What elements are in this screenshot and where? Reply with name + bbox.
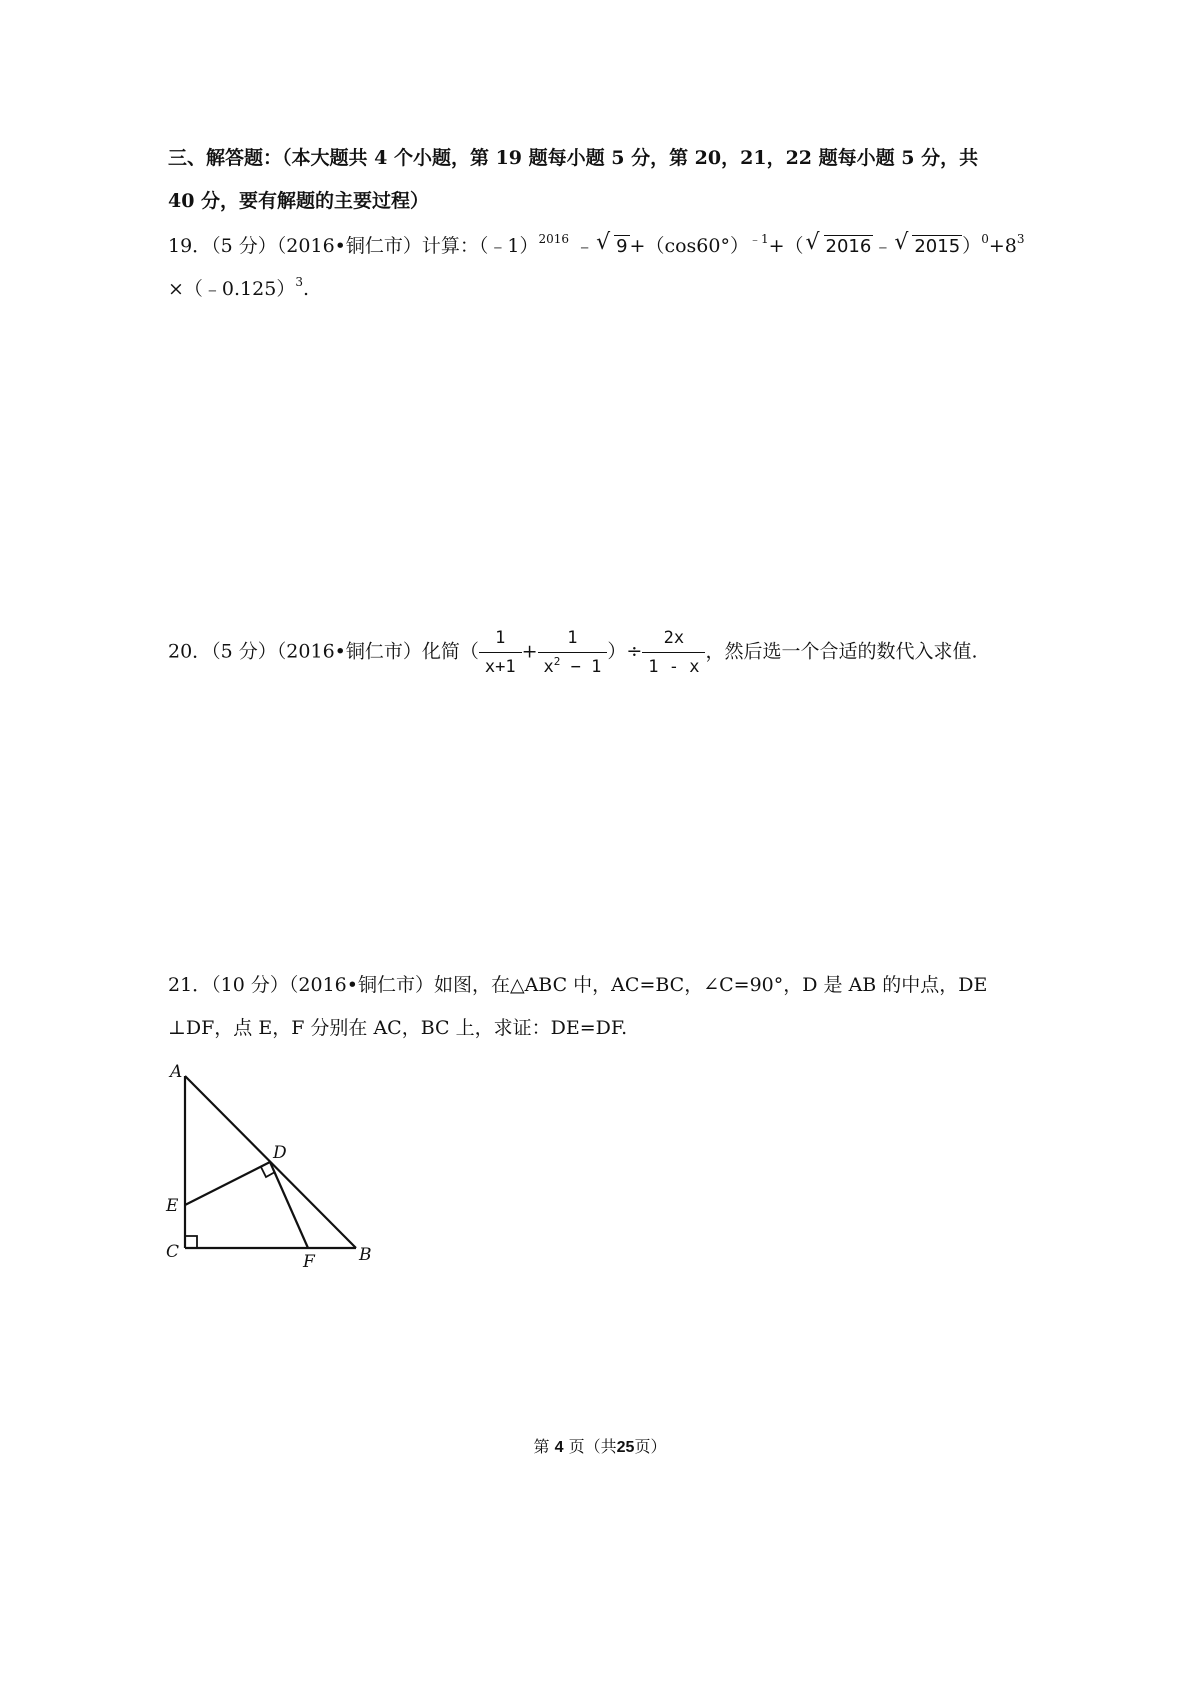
- triangle-figure: [160, 1060, 390, 1280]
- label-c: C: [166, 1242, 180, 1262]
- frac1-numerator: 1: [495, 628, 506, 648]
- q19-exponent-3a: 3: [1016, 232, 1025, 246]
- q20-prefix: 20．（5 分）（2016•铜仁市）化简（: [168, 640, 479, 663]
- segment-de: [185, 1162, 270, 1205]
- fraction-1-over-x2-minus-1: [538, 626, 608, 679]
- section-heading-line1: 三、解答题：（本大题共 4 个小题，第 19 题每小题 5 分，第 20，21，22 题每小题 5 分，共: [168, 147, 979, 169]
- sqrt-2016-radicand: 2016: [825, 236, 872, 257]
- label-a: A: [170, 1062, 183, 1082]
- q19-line2-text: ×（﹣0.125）: [168, 278, 296, 300]
- q19-close-paren: ）: [962, 235, 982, 257]
- fraction-2x-over-1-minus-x: [642, 626, 705, 679]
- q19-minus: ﹣: [575, 235, 595, 257]
- segment-df: [270, 1162, 308, 1248]
- sqrt-2015-radicand: 2015: [914, 236, 961, 257]
- frac3-numerator: 2x: [663, 628, 685, 648]
- fraction-1-over-x-plus-1: [479, 626, 522, 679]
- label-f: F: [303, 1252, 315, 1272]
- footer-mid: 页（共: [568, 1437, 617, 1456]
- frac1-denominator: x+1: [479, 652, 522, 679]
- q19-exponent-0: 0: [981, 232, 989, 246]
- q19-exponent-neg1: ﹣1: [748, 232, 769, 246]
- label-d: D: [273, 1143, 287, 1163]
- right-angle-mark-c: [185, 1236, 197, 1248]
- question-21-line2: ⊥DF，点 E，F 分别在 AC，BC 上，求证：DE=DF.: [168, 1017, 628, 1039]
- footer-post: 页）: [634, 1437, 667, 1456]
- question-19-line1: [168, 230, 1025, 259]
- q19-period: .: [302, 278, 310, 300]
- sqrt-2015: √ 2015: [894, 230, 961, 257]
- q20-plus: +: [521, 640, 538, 663]
- q19-minus-mid: ﹣: [873, 235, 893, 257]
- question-20: [168, 626, 978, 679]
- q20-divide: ）÷: [607, 640, 643, 663]
- label-b: B: [359, 1245, 372, 1265]
- sqrt-9-radicand: 9: [616, 236, 628, 257]
- label-e: E: [166, 1196, 179, 1216]
- footer-total-pages: 25: [616, 1439, 635, 1456]
- q19-exponent-2016: 2016: [538, 232, 570, 246]
- frac3-denominator: 1 - x: [642, 652, 705, 679]
- frac2-numerator: 1: [567, 628, 578, 648]
- q20-suffix: ，然后选一个合适的数代入求值.: [705, 640, 978, 663]
- sqrt-9: √ 9: [596, 230, 628, 257]
- footer-page-number: 4: [554, 1439, 564, 1456]
- q19-plus-cos: +（cos60°）: [629, 235, 749, 257]
- q19-plus8: +8: [988, 235, 1017, 257]
- q19-prefix: 19．（5 分）（2016•铜仁市）计算：（﹣1）: [168, 235, 539, 257]
- question-19-line2: [168, 277, 309, 301]
- sqrt-2016: √ 2016: [805, 230, 872, 257]
- question-21-line1: 21．（10 分）（2016•铜仁市）如图，在△ABC 中，AC=BC，∠C=90°，D 是 AB 的中点，DE: [168, 974, 988, 996]
- q19-exponent-3b: 3: [295, 275, 303, 289]
- q19-plus-paren: +（: [768, 235, 804, 257]
- page-footer: [0, 1434, 1200, 1457]
- footer-pre: 第: [533, 1437, 550, 1456]
- section-heading-line2: 40 分，要有解题的主要过程）: [168, 190, 430, 212]
- frac2-denominator: $x^2 - 1$: [538, 652, 608, 679]
